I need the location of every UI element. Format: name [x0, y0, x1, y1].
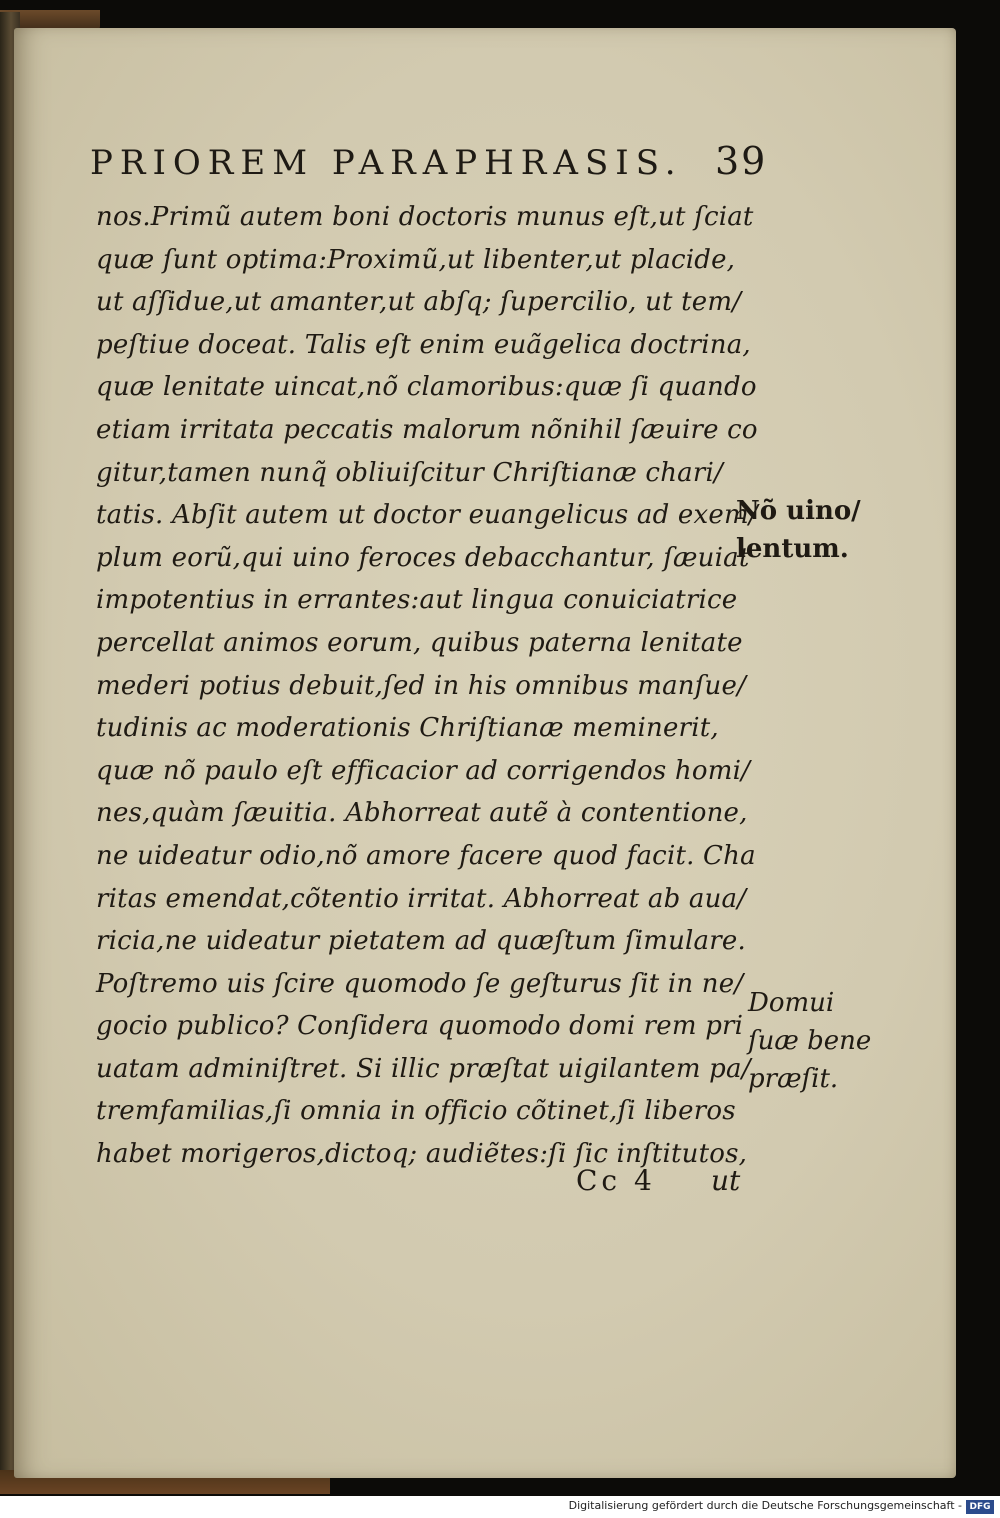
- text-line: etiam irritata peccatis malorum nõnihil ſæuire co: [96, 414, 758, 445]
- text-line: plum eorũ,qui uino feroces debacchantur, ſæuiat: [96, 542, 750, 573]
- text-line: nes,quàm ſæuitia. Abhorreat autẽ à contentione,: [96, 798, 748, 829]
- text-line: gitur,tamen nunq̃ obliuiſcitur Chriſtianæ chari/: [96, 457, 723, 488]
- margin-note-line: ſuæ bene: [748, 1026, 872, 1056]
- text-line: ne uideatur odio,nõ amore facere quod facit. Cha: [96, 840, 756, 871]
- text-line: quæ lenitate uincat,nõ clamoribus:quæ ſi quando: [96, 372, 757, 403]
- main-text-block: [96, 196, 758, 1176]
- text-line: mederi potius debuit,ſed in his omnibus manſue/: [96, 670, 747, 701]
- margin-note-line: præſit.: [748, 1064, 839, 1094]
- text-line: quæ ſunt optima:Proximũ,ut libenter,ut placide,: [96, 244, 736, 275]
- dfg-logo-icon: DFG: [966, 1500, 994, 1514]
- text-line: ritas emendat,cõtentio irritat. Abhorreat ab aua/: [96, 883, 747, 914]
- text-line: tatis. Abſit autem ut doctor euangelicus ad exem/: [96, 500, 758, 531]
- text-line: uatam adminiſtret. Si illic præſtat uigilantem pa/: [96, 1053, 751, 1084]
- text-line: impotentius in errantes:aut lingua conuiciatrice: [96, 585, 738, 616]
- signature-mark: Cc 4: [576, 1164, 656, 1197]
- margin-note-1: [736, 492, 861, 568]
- page-number: 39: [715, 139, 768, 183]
- text-line: tremfamilias,ſi omnia in officio cõtinet,ſi liberos: [96, 1096, 736, 1127]
- text-line: tudinis ac moderationis Chriſtianæ meminerit,: [96, 713, 719, 744]
- text-line: percellat animos eorum, quibus paterna lenitate: [96, 627, 743, 658]
- text-line: quæ nõ paulo eſt efficacior ad corrigendos homi/: [96, 755, 751, 786]
- text-line: ricia,ne uideatur pietatem ad quæſtum ſimulare.: [96, 926, 746, 957]
- footer-credit: Digitalisierung gefördert durch die Deutsche Forschungsgemeinschaft -: [568, 1499, 962, 1512]
- margin-note-line: Nõ uino/: [736, 496, 861, 526]
- running-head-title: PRIOREM PARAPHRASIS.: [90, 143, 683, 183]
- margin-note-line: lentum.: [736, 534, 849, 564]
- text-line: gocio publico? Conſidera quomodo domi rem pri: [96, 1011, 744, 1042]
- text-line: ut aſſidue,ut amanter,ut abſq; ſupercilio, ut tem/: [96, 287, 742, 318]
- running-head: [90, 135, 790, 191]
- footer-strip: [0, 1496, 1000, 1518]
- text-line: nos.Primũ autem boni doctoris munus eſt,ut ſciat: [96, 202, 754, 232]
- text-line: habet morigeros,dictoq; audiẽtes:ſi ſic inſtitutos,: [96, 1139, 748, 1170]
- margin-note-line: Domui: [748, 988, 835, 1018]
- text-line: peſtiue doceat. Talis eſt enim euãgelica doctrina,: [96, 329, 751, 360]
- text-line: Poſtremo uis ſcire quomodo ſe geſturus ſit in ne/: [96, 968, 744, 999]
- signature-line: [576, 1164, 741, 1197]
- margin-note-2: [748, 984, 871, 1098]
- catchword: ut: [711, 1164, 741, 1197]
